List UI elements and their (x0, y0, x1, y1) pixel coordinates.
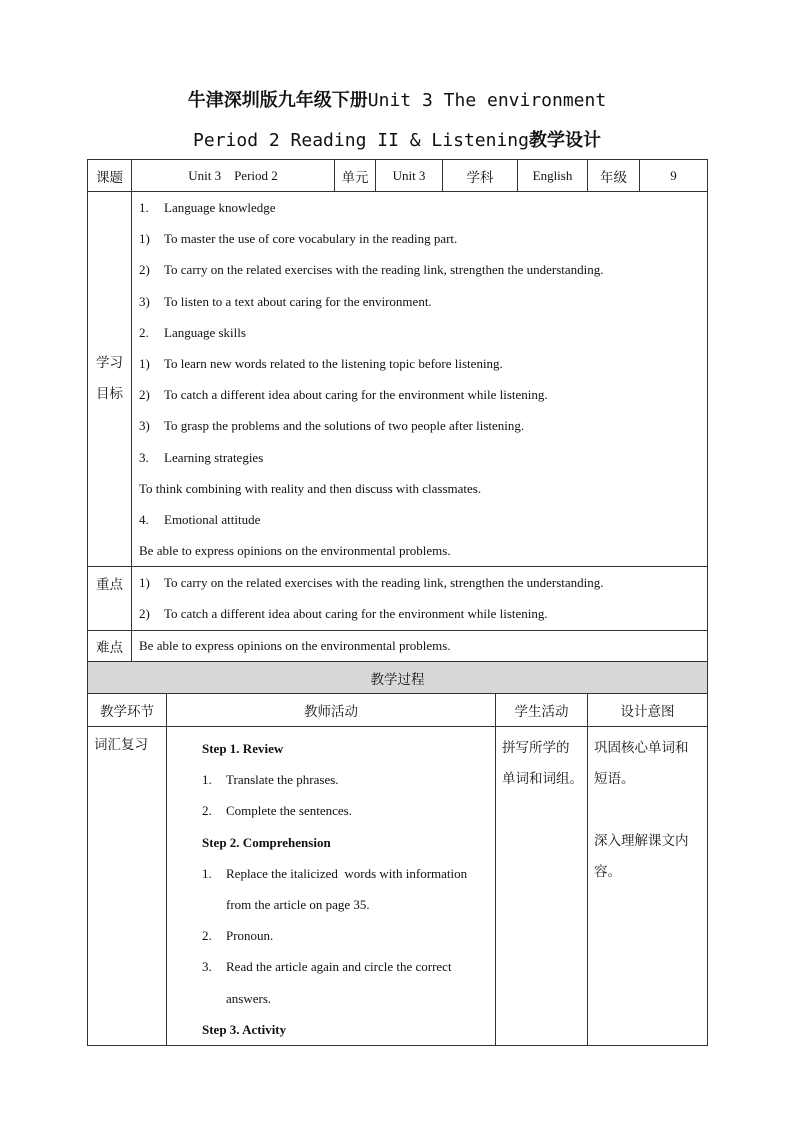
unit-value: Unit 3 (376, 160, 443, 192)
key-point-line: 1) To carry on the related exercises with the reading link, strengthen the understanding. (139, 575, 604, 591)
objective-line: 3) To grasp the problems and the solutions of two people after listening. (139, 418, 525, 434)
step-2-item: 1. Replace the italicized words with information (202, 865, 468, 881)
objectives-label (88, 192, 132, 567)
info-row (88, 160, 708, 192)
col-teacher: 教师活动 (167, 694, 496, 727)
step-2-item: 2. Pronoun. (202, 928, 274, 944)
objectives-row (88, 192, 708, 567)
step-1-title: Step 1. Review (202, 741, 284, 756)
difficult-points-text: Be able to express opinions on the environmental problems. (132, 630, 708, 662)
teaching-process-table (87, 661, 708, 1046)
design-intent-cell (588, 727, 708, 1046)
col-design: 设计意图 (588, 694, 708, 727)
difficult-points-label: 难点 (88, 630, 132, 662)
step-2-item: 3. Read the article again and circle the correct (202, 959, 452, 975)
design-line: 短语。 (594, 771, 635, 787)
key-points-row (88, 567, 708, 630)
unit-label: 单元 (335, 160, 376, 192)
grade-value: 9 (640, 160, 708, 192)
difficult-points-row (88, 630, 708, 662)
process-row (88, 727, 708, 1046)
design-spacer (594, 795, 703, 826)
step-1-item: 1. Translate the phrases. (202, 772, 339, 788)
teacher-activity-cell (167, 727, 496, 1046)
course-value: Unit 3 Period 2 (132, 160, 335, 192)
objective-line: Be able to express opinions on the environmental problems. (139, 543, 451, 559)
title-en: Unit 3 The environment (367, 90, 607, 111)
objective-line: 4. Emotional attitude (139, 511, 261, 527)
step-2-item-cont: from the article on page 35. (226, 896, 370, 912)
step-1-item: 2. Complete the sentences. (202, 803, 352, 819)
subject-value: English (518, 160, 588, 192)
objective-line: 3. Learning strategies (139, 449, 264, 465)
stage-cell: 词汇复习 (88, 727, 167, 1046)
objective-line: 3) To listen to a text about caring for the environment. (139, 293, 432, 309)
step-2-item-cont: answers. (226, 990, 272, 1006)
student-line: 单词和词组。 (502, 771, 583, 787)
step-2-title: Step 2. Comprehension (202, 834, 331, 850)
document-title-line-1 (0, 86, 794, 112)
objective-line: 1) To master the use of core vocabulary in the reading part. (139, 231, 458, 247)
objective-line: 2) To carry on the related exercises with the reading link, strengthen the understanding. (139, 262, 604, 278)
step-3-title: Step 3. Activity (202, 1021, 287, 1037)
key-points-label: 重点 (88, 567, 132, 630)
objectives-label-2: 目标 (96, 386, 123, 403)
lesson-info-table (87, 159, 708, 663)
design-line: 深入理解课文内 (594, 833, 689, 849)
process-column-headers (88, 694, 708, 727)
objective-line: 1. Language knowledge (139, 200, 276, 215)
process-header-row (88, 662, 708, 694)
process-header: 教学过程 (88, 662, 708, 694)
key-points-list (132, 567, 708, 630)
key-point-line: 2) To catch a different idea about caring for the environment while listening. (139, 606, 548, 622)
document-title-line-2 (0, 126, 794, 152)
objective-line: 1) To learn new words related to the listening topic before listening. (139, 355, 503, 371)
design-line: 巩固核心单词和 (594, 740, 689, 756)
subject-label: 学科 (443, 160, 518, 192)
col-stage: 教学环节 (88, 694, 167, 727)
objectives-label-1: 学习 (96, 355, 123, 372)
objective-line: 2. Language skills (139, 324, 246, 340)
objectives-list (132, 192, 708, 567)
design-line: 容。 (594, 864, 621, 880)
grade-label: 年级 (588, 160, 640, 192)
student-activity-cell (496, 727, 588, 1046)
col-student: 学生活动 (496, 694, 588, 727)
objective-line: To think combining with reality and then discuss with classmates. (139, 480, 482, 496)
student-line: 拼写所学的 (502, 740, 570, 756)
course-label: 课题 (88, 160, 132, 192)
title-period: Period 2 Reading II & Listening (193, 130, 529, 151)
title-zh-prefix: 牛津深圳版九年级下册 (187, 90, 368, 111)
title-zh-suffix: 教学设计 (528, 130, 601, 151)
objective-line: 2) To catch a different idea about caring for the environment while listening. (139, 387, 548, 403)
